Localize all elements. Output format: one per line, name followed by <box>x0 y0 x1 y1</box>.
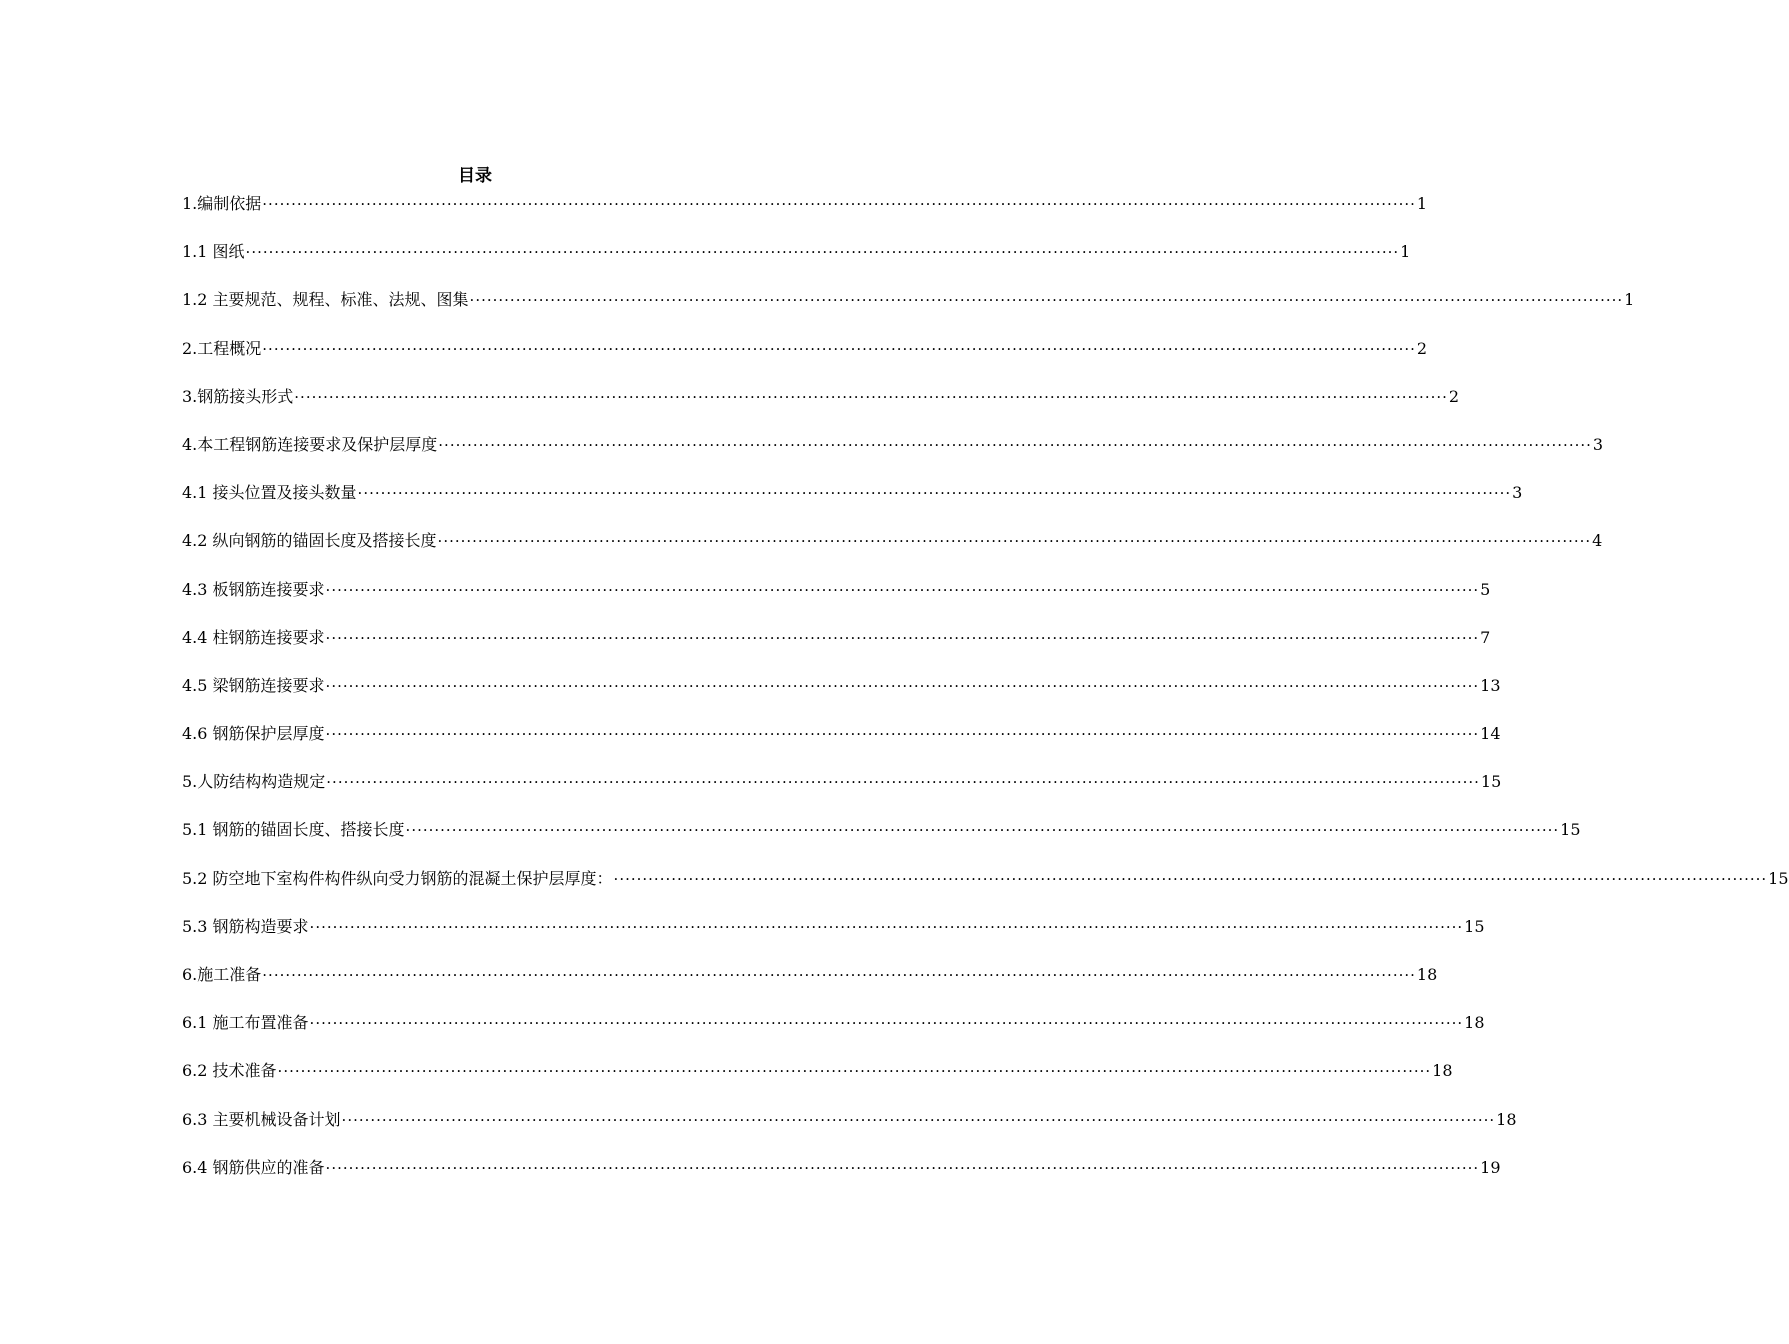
toc-entry-text: 6.2 技术准备 <box>182 1061 277 1081</box>
toc-entry[interactable] <box>182 288 1635 336</box>
toc-dot-leader: ········································································································································································································ <box>341 1110 1496 1129</box>
toc-entry-page-number: 19 <box>1480 1157 1501 1177</box>
toc-entry[interactable] <box>182 433 1604 481</box>
toc-entry-text: 4.6 钢筋保护层厚度 <box>182 724 325 744</box>
toc-entry[interactable] <box>182 770 1502 818</box>
toc-entry[interactable] <box>182 337 1428 385</box>
toc-entry[interactable] <box>182 481 1523 529</box>
toc-entry-text: 5.1 钢筋的锚固长度、搭接长度 <box>182 820 405 840</box>
toc-dot-leader: ········································································································································································································ <box>405 821 1560 840</box>
toc-entry-page-number: 18 <box>1416 965 1438 984</box>
toc-entry-page-number: 2 <box>1416 338 1428 358</box>
toc-dot-leader: ········································································································································································································ <box>309 1014 1464 1033</box>
toc-entry-text: 1.编制依据 <box>182 194 262 213</box>
toc-dot-leader: ········································································································································································································ <box>262 339 1416 358</box>
toc-entry-text: 3.钢筋接头形式 <box>182 386 294 406</box>
toc-dot-leader: ········································································································································································································ <box>469 291 1624 310</box>
toc-entry[interactable] <box>182 1156 1501 1204</box>
toc-entry[interactable] <box>182 722 1501 770</box>
toc-entry-text: 4.5 梁钢筋连接要求 <box>182 675 325 695</box>
toc-entry[interactable] <box>182 240 1411 288</box>
toc-dot-leader: ········································································································································································································ <box>613 869 1768 888</box>
toc-entry-text: 5.3 钢筋构造要求 <box>182 916 309 936</box>
toc-entry[interactable] <box>182 578 1491 626</box>
toc-entry[interactable] <box>182 192 1428 240</box>
toc-dot-leader: ········································································································································································································ <box>325 676 1480 695</box>
toc-entry[interactable] <box>182 867 1789 915</box>
toc-entry-page-number: 1 <box>1416 194 1428 213</box>
toc-entry-text: 6.4 钢筋供应的准备 <box>182 1157 325 1177</box>
toc-dot-leader: ········································································································································································································ <box>309 917 1464 936</box>
toc-entry-text: 5.人防结构构造规定 <box>182 772 326 792</box>
toc-entry-page-number: 1 <box>1400 242 1411 262</box>
toc-entry-page-number: 1 <box>1624 290 1635 310</box>
toc-entry-text: 1.1 图纸 <box>182 242 245 262</box>
toc-dot-leader: ········································································································································································································ <box>262 195 1416 213</box>
toc-entry-text: 6.1 施工布置准备 <box>182 1013 309 1033</box>
toc-entry[interactable] <box>182 674 1501 722</box>
toc-entry-text: 6.施工准备 <box>182 965 262 984</box>
toc-entry-page-number: 7 <box>1480 627 1491 647</box>
toc-entry[interactable] <box>182 915 1485 963</box>
toc-entry-page-number: 18 <box>1432 1061 1453 1081</box>
toc-entry-page-number: 4 <box>1592 531 1603 551</box>
toc-entry[interactable] <box>182 529 1603 577</box>
toc-entry[interactable] <box>182 1108 1517 1156</box>
toc-dot-leader: ········································································································································································································ <box>325 628 1480 647</box>
toc-entry[interactable] <box>182 626 1491 674</box>
toc-entry-text: 2.工程概况 <box>182 338 262 358</box>
toc-entry-page-number: 3 <box>1512 483 1523 503</box>
toc-entry-page-number: 14 <box>1480 724 1501 744</box>
toc-entry[interactable] <box>182 1011 1485 1059</box>
toc-entry-text: 4.1 接头位置及接头数量 <box>182 483 357 503</box>
toc-entry[interactable] <box>182 385 1460 433</box>
toc-entry-text: 5.2 防空地下室构件构件纵向受力钢筋的混凝土保护层厚度： <box>182 868 613 888</box>
toc-dot-leader: ········································································································································································································ <box>437 532 1592 551</box>
toc-entry-page-number: 15 <box>1464 916 1485 936</box>
toc-dot-leader: ········································································································································································································ <box>262 966 1416 984</box>
toc-dot-leader: ········································································································································································································ <box>325 1158 1480 1177</box>
table-of-contents <box>182 192 1789 1204</box>
toc-dot-leader: ········································································································································································································ <box>326 773 1480 792</box>
toc-entry-text: 4.2 纵向钢筋的锚固长度及搭接长度 <box>182 531 437 551</box>
toc-title: 目录 <box>458 166 492 186</box>
toc-entry-page-number: 18 <box>1496 1109 1517 1129</box>
toc-dot-leader: ········································································································································································································ <box>438 435 1592 454</box>
toc-entry-page-number: 13 <box>1480 675 1501 695</box>
toc-entry[interactable] <box>182 818 1581 866</box>
toc-entry-page-number: 15 <box>1560 820 1581 840</box>
toc-entry-text: 4.4 柱钢筋连接要求 <box>182 627 325 647</box>
toc-dot-leader: ········································································································································································································ <box>325 725 1480 744</box>
toc-entry[interactable] <box>182 1059 1453 1107</box>
toc-dot-leader: ········································································································································································································ <box>294 387 1448 406</box>
toc-entry-text: 4.本工程钢筋连接要求及保护层厚度 <box>182 434 438 454</box>
toc-dot-leader: ········································································································································································································ <box>357 484 1512 503</box>
toc-entry-page-number: 5 <box>1480 579 1491 599</box>
toc-entry-text: 6.3 主要机械设备计划 <box>182 1109 341 1129</box>
toc-entry-page-number: 15 <box>1480 772 1502 792</box>
toc-entry-text: 1.2 主要规范、规程、标准、法规、图集 <box>182 290 469 310</box>
toc-entry-page-number: 15 <box>1768 868 1789 888</box>
toc-dot-leader: ········································································································································································································ <box>245 243 1400 262</box>
toc-entry-text: 4.3 板钢筋连接要求 <box>182 579 325 599</box>
toc-dot-leader: ········································································································································································································ <box>325 580 1480 599</box>
toc-dot-leader: ········································································································································································································ <box>277 1062 1432 1081</box>
toc-entry-page-number: 18 <box>1464 1013 1485 1033</box>
toc-entry-page-number: 3 <box>1592 434 1604 454</box>
toc-entry[interactable] <box>182 963 1438 1011</box>
toc-entry-page-number: 2 <box>1448 386 1460 406</box>
